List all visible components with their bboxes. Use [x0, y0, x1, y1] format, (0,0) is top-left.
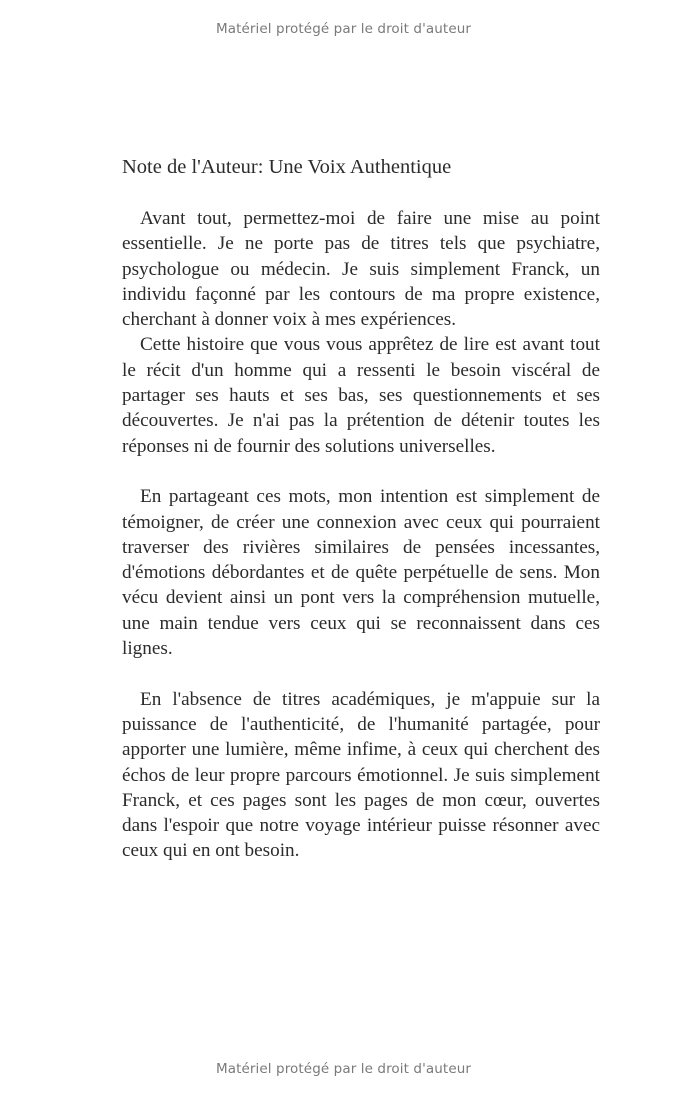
copyright-watermark-bottom: Matériel protégé par le droit d'auteur — [215, 1061, 472, 1077]
paragraph: En partageant ces mots, mon intention est simplement de témoigner, de créer une connexion avec ceux qui pourraient traverser des rivières similaires de pensées incessantes, d'émotions débordantes et de quête perpétuelle de sens. Mon vécu devient ainsi un pont vers la compréhension mutuelle, une main tendue vers ceux qui se reconnaissent dans ces lignes. — [122, 486, 600, 660]
paragraph-spacer — [122, 661, 600, 686]
paragraph: En l'absence de titres académiques, je m'appuie sur la puissance de l'authenticité, de l'humanité partagée, pour apporter une lumière, même infime, à ceux qui cherchent des échos de leur propre parcours émotionnel. Je suis simplement Franck, et ces pages sont les pages de mon cœur, ouvertes dans l'espoir que notre voyage intérieur puisse résonner avec ceux qui en ont besoin. — [122, 688, 600, 862]
paragraph: Cette histoire que vous vous apprêtez de lire est avant tout le récit d'un homme qui a ressenti le besoin viscéral de partager ses hauts et ses bas, ses questionnements et ses découvertes. Je n'ai pas la prétention de détenir toutes les réponses ni de fournir des solutions universelles. — [122, 334, 600, 457]
paragraph-spacer — [122, 459, 600, 484]
chapter-title: Note de l'Auteur: Une Voix Authentique — [122, 156, 452, 178]
page-content — [122, 154, 600, 864]
paragraph: Avant tout, permettez-moi de faire une mise au point essentielle. Je ne porte pas de titres tels que psychiatre, psychologue ou médecin. Je suis simplement Franck, un individu façonné par les contours de ma propre existence, cherchant à donner voix à mes expériences. — [122, 208, 600, 331]
copyright-watermark-top: Matériel protégé par le droit d'auteur — [215, 21, 472, 37]
